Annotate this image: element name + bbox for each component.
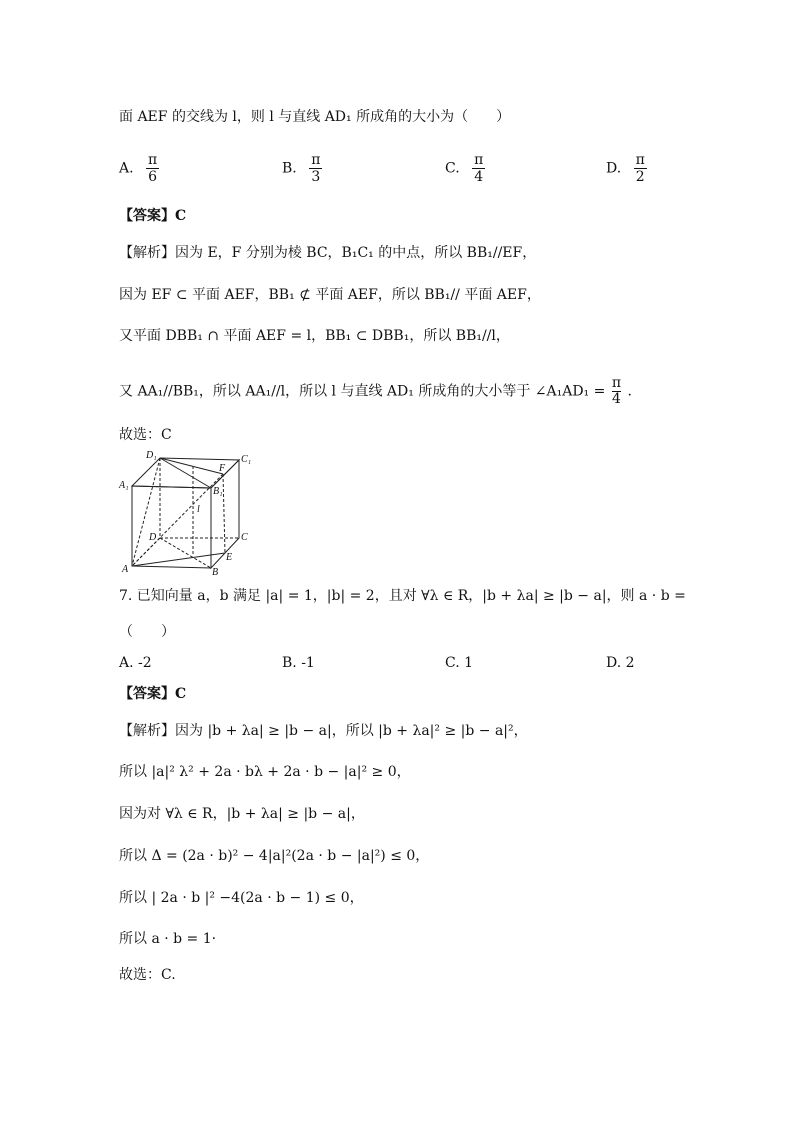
q6-analysis-line-2: 因为 EF ⊂ 平面 AEF，BB₁ ⊄ 平面 AEF，所以 BB₁// 平面 AEF， <box>119 287 541 303</box>
option-d-fraction <box>634 152 647 185</box>
label-d1: D₁ <box>146 450 157 461</box>
option-d-numerator: π <box>635 152 645 168</box>
q7-analysis-line-6: 所以 a · b = 1· <box>119 931 217 947</box>
q7-option-a: A. -2 <box>119 655 152 671</box>
q7-option-b: B. -1 <box>282 655 315 671</box>
q6-analysis-line-3: 又平面 DBB₁ ∩ 平面 AEF = l，BB₁ ⊂ DBB₁，所以 BB₁//l， <box>119 328 510 344</box>
label-e: E <box>226 552 233 563</box>
q6-analysis-line-4-text: 又 AA₁//BB₁，所以 AA₁//l，所以 l 与直线 AD₁ 所成角的大小等于 ∠A₁AD₁ = <box>119 383 606 400</box>
question-6-stem: 面 AEF 的交线为 l，则 l 与直线 AD₁ 所成角的大小为（ ） <box>119 109 511 125</box>
q6-analysis-line-4 <box>119 376 632 407</box>
q7-answer: 【答案】C <box>119 686 187 702</box>
question-7-stem-cont: （ ） <box>119 624 175 640</box>
q6-angle-denominator: 4 <box>611 391 621 407</box>
label-b1: B₁ <box>213 486 223 497</box>
option-b <box>282 152 322 185</box>
label-f: F <box>219 463 226 474</box>
label-c: C <box>241 532 248 543</box>
option-a-denominator: 6 <box>146 168 159 185</box>
label-d: D <box>149 532 157 543</box>
option-c-label: C. <box>445 160 460 177</box>
hidden-segment-ef <box>223 474 225 553</box>
q7-conclusion: 故选：C. <box>119 967 176 983</box>
q6-angle-numerator: π <box>611 375 622 391</box>
option-a-numerator: π <box>148 152 158 168</box>
question-7-stem: 7. 已知向量 a，b 满足 |a| = 1，|b| = 2，且对 ∀λ ∈ R，|b + λa| ≥ |b − a|，则 a · b = <box>119 588 686 604</box>
q6-angle-fraction <box>612 376 621 407</box>
option-a-label: A. <box>119 160 134 177</box>
q7-analysis-line-5: 所以 | 2a · b |² −4(2a · b − 1) ≤ 0， <box>119 890 364 906</box>
q6-answer: 【答案】C <box>119 208 187 224</box>
option-d <box>606 152 647 185</box>
option-b-denominator: 3 <box>309 168 322 185</box>
option-d-denominator: 2 <box>634 168 647 185</box>
segment-d1-b1 <box>160 458 211 488</box>
q7-analysis-line-3: 因为对 ∀λ ∈ R，|b + λa| ≥ |b − a|， <box>119 806 365 822</box>
q7-option-c: C. 1 <box>445 655 474 671</box>
option-c-fraction <box>472 152 485 185</box>
cube-figure <box>118 448 263 576</box>
q6-analysis-line-4-end: . <box>627 383 632 400</box>
hidden-diagonal-db <box>160 538 211 568</box>
option-d-label: D. <box>606 160 622 177</box>
q7-analysis-line-1: 【解析】因为 |b + λa| ≥ |b − a|，所以 |b + λa|² ≥ |b − a|²， <box>119 723 528 739</box>
option-a-fraction <box>146 152 159 185</box>
label-b: B <box>212 567 219 576</box>
option-b-numerator: π <box>311 152 321 168</box>
option-a <box>119 152 159 185</box>
option-c-numerator: π <box>474 152 484 168</box>
q7-analysis-line-2: 所以 |a|² λ² + 2a · bλ + 2a · b − |a|² ≥ 0， <box>119 764 411 780</box>
q6-analysis-line-1: 【解析】因为 E，F 分别为棱 BC，B₁C₁ 的中点，所以 BB₁//EF， <box>119 245 537 261</box>
hidden-diagonal-ad1 <box>132 458 160 566</box>
label-l: l <box>197 504 200 515</box>
option-b-fraction <box>309 152 322 185</box>
option-c-denominator: 4 <box>472 168 485 185</box>
q6-conclusion: 故选：C <box>119 427 172 443</box>
segment-d1-f <box>160 458 223 474</box>
label-a: A <box>122 564 129 575</box>
cube-front-face <box>132 486 211 568</box>
option-b-label: B. <box>282 160 297 177</box>
label-c1: C₁ <box>241 454 252 465</box>
q7-option-d: D. 2 <box>606 655 635 671</box>
option-c <box>445 152 485 185</box>
label-a1: A₁ <box>119 480 129 491</box>
q7-analysis-line-4: 所以 Δ = (2a · b)² − 4|a|²(2a · b − |a|²) ≤ 0， <box>119 848 430 864</box>
